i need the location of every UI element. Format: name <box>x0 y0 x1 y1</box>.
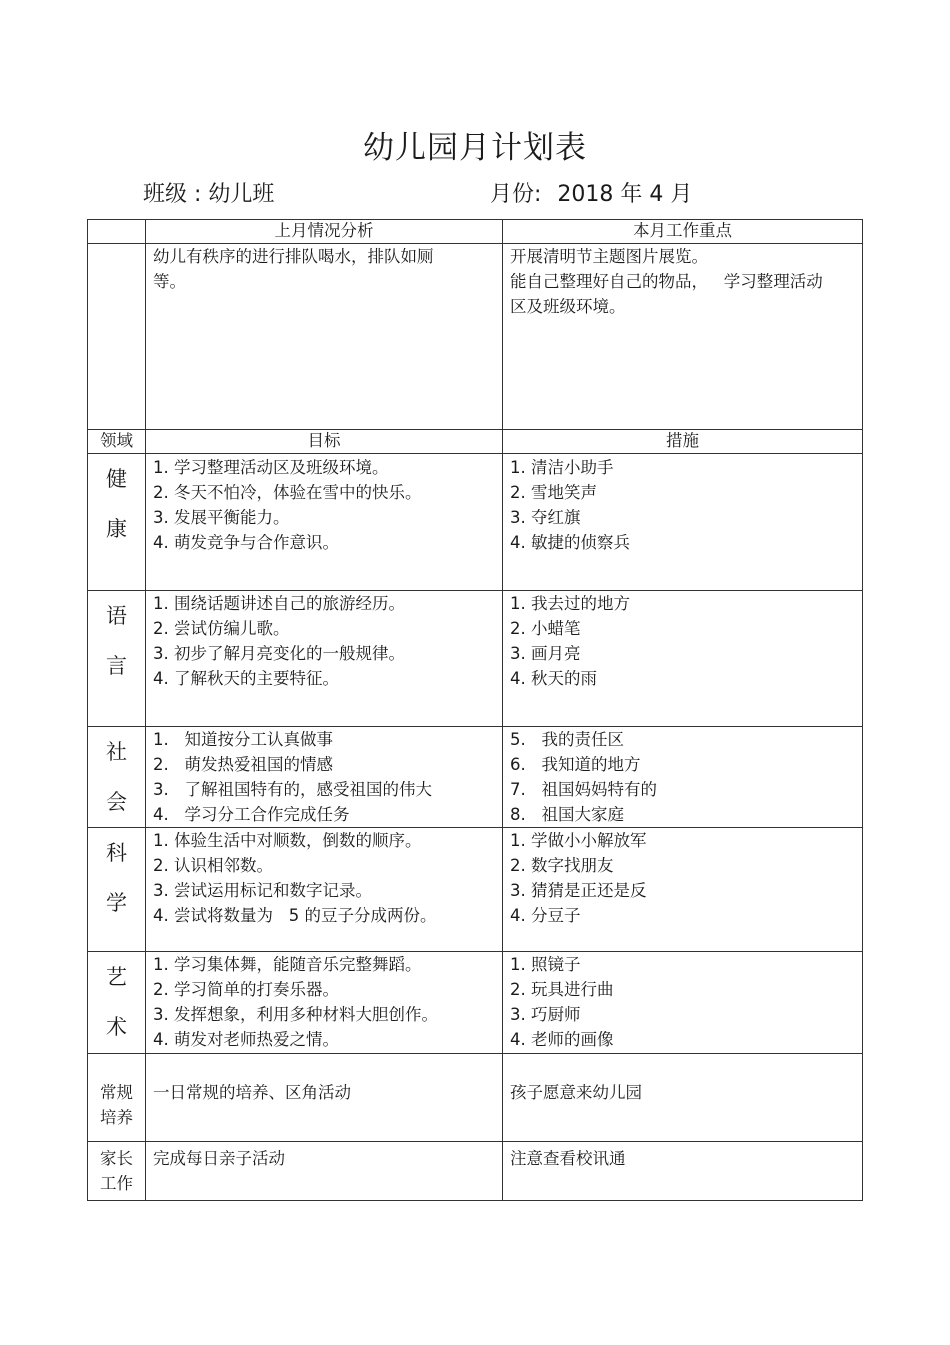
measure-item: 3. 画月亮 <box>510 644 581 663</box>
this-month-focus <box>503 244 863 430</box>
measure-item: 4. 老师的画像 <box>510 1030 614 1049</box>
goal-item: 3. 初步了解月亮变化的一般规律。 <box>153 644 405 663</box>
summary-header-row <box>88 220 863 244</box>
analysis-line: 等。 <box>153 272 186 291</box>
measure-item: 4. 敏捷的侦察兵 <box>510 533 630 552</box>
goal-item: 1. 围绕话题讲述自己的旅游经历。 <box>153 594 405 613</box>
measures-cell <box>503 952 863 1054</box>
blank-header-cell <box>88 220 146 244</box>
domain-cell: 社 会 <box>88 727 146 828</box>
goal-item: 2. 尝试仿编儿歌。 <box>153 619 290 638</box>
domain-cell: 健 康 <box>88 454 146 591</box>
goal-item: 4. 了解秋天的主要特征。 <box>153 669 339 688</box>
measures-cell <box>503 454 863 591</box>
goal-item: 4. 尝试将数量为 5 的豆子分成两份。 <box>153 906 437 925</box>
this-month-header: 本月工作重点 <box>503 220 863 244</box>
measure-item: 1. 照镜子 <box>510 955 581 974</box>
parents-measure: 注意查看校讯通 <box>503 1142 863 1201</box>
last-month-header: 上月情况分析 <box>146 220 503 244</box>
blank-cell <box>88 244 146 430</box>
class-label: 班级 : 幼儿班 <box>143 182 275 207</box>
analysis-line: 幼儿有秩序的进行排队喝水，排队如厕 <box>153 247 434 266</box>
area-row-society <box>88 727 863 828</box>
goal-item: 2. 萌发热爱祖国的情感 <box>153 755 333 774</box>
goals-cell <box>146 591 503 727</box>
goal-item: 3. 发挥想象，利用多种材料大胆创作。 <box>153 1005 438 1024</box>
measure-item: 2. 小蜡笔 <box>510 619 581 638</box>
domain-cell: 语 言 <box>88 591 146 727</box>
goal-item: 4. 萌发竞争与合作意识。 <box>153 533 339 552</box>
measures-cell <box>503 828 863 952</box>
plan-table <box>87 219 863 1201</box>
measure-item: 2. 雪地笑声 <box>510 483 597 502</box>
routine-measure: 孩子愿意来幼儿园 <box>503 1054 863 1142</box>
domain-header: 领域 <box>88 430 146 454</box>
measure-item: 2. 玩具进行曲 <box>510 980 614 999</box>
measure-item: 3. 巧厨师 <box>510 1005 581 1024</box>
measure-item: 7. 祖国妈妈特有的 <box>510 780 657 799</box>
goal-item: 2. 认识相邻数。 <box>153 856 273 875</box>
parents-row <box>88 1142 863 1201</box>
routine-row <box>88 1054 863 1142</box>
parents-domain-cell: 家长 工作 <box>88 1142 146 1201</box>
routine-goal: 一日常规的培养、区角活动 <box>146 1054 503 1142</box>
domain-cell: 科 学 <box>88 828 146 952</box>
goal-item: 1. 知道按分工认真做事 <box>153 730 333 749</box>
routine-domain-cell: 常规 培养 <box>88 1054 146 1142</box>
page-title: 幼儿园月计划表 <box>363 130 587 166</box>
measures-cell <box>503 727 863 828</box>
area-row-art <box>88 952 863 1054</box>
area-row-science <box>88 828 863 952</box>
month-value: 2018 年 4 月 <box>557 182 693 207</box>
measures-cell <box>503 591 863 727</box>
domain-cell: 艺 术 <box>88 952 146 1054</box>
measure-item: 8. 祖国大家庭 <box>510 805 624 824</box>
last-month-analysis <box>146 244 503 430</box>
goal-item: 1. 学习整理活动区及班级环境。 <box>153 458 389 477</box>
area-row-health <box>88 454 863 591</box>
goals-cell <box>146 952 503 1054</box>
area-row-language <box>88 591 863 727</box>
goal-header: 目标 <box>146 430 503 454</box>
goal-item: 3. 尝试运用标记和数字记录。 <box>153 881 372 900</box>
measure-item: 5. 我的责任区 <box>510 730 624 749</box>
goals-cell <box>146 454 503 591</box>
measure-item: 2. 数字找朋友 <box>510 856 614 875</box>
measure-header: 措施 <box>503 430 863 454</box>
goal-item: 4. 学习分工合作完成任务 <box>153 805 350 824</box>
month-field <box>490 177 692 208</box>
focus-line: 开展清明节主题图片展览。 <box>510 247 708 266</box>
measure-item: 6. 我知道的地方 <box>510 755 641 774</box>
goal-item: 2. 冬天不怕冷，体验在雪中的快乐。 <box>153 483 422 502</box>
measure-item: 3. 夺红旗 <box>510 508 581 527</box>
goals-cell <box>146 828 503 952</box>
month-label: 月份: <box>490 182 542 207</box>
goal-item: 1. 学习集体舞，能随音乐完整舞蹈。 <box>153 955 422 974</box>
measure-item: 4. 分豆子 <box>510 906 581 925</box>
measure-item: 1. 我去过的地方 <box>510 594 630 613</box>
summary-row <box>88 244 863 430</box>
goal-item: 1. 体验生活中对顺数，倒数的顺序。 <box>153 831 422 850</box>
measure-item: 3. 猜猜是正还是反 <box>510 881 647 900</box>
plan-header-row <box>88 430 863 454</box>
focus-line: 能自己整理好自己的物品， 学习整理活动 <box>510 272 823 291</box>
measure-item: 4. 秋天的雨 <box>510 669 597 688</box>
goal-item: 3. 了解祖国特有的，感受祖国的伟大 <box>153 780 432 799</box>
parents-goal: 完成每日亲子活动 <box>146 1142 503 1201</box>
goal-item: 3. 发展平衡能力。 <box>153 508 290 527</box>
measure-item: 1. 清洁小助手 <box>510 458 614 477</box>
focus-line: 区及班级环境。 <box>510 297 626 316</box>
goal-item: 4. 萌发对老师热爱之情。 <box>153 1030 339 1049</box>
measure-item: 1. 学做小小解放军 <box>510 831 647 850</box>
goal-item: 2. 学习简单的打奏乐器。 <box>153 980 339 999</box>
goals-cell <box>146 727 503 828</box>
